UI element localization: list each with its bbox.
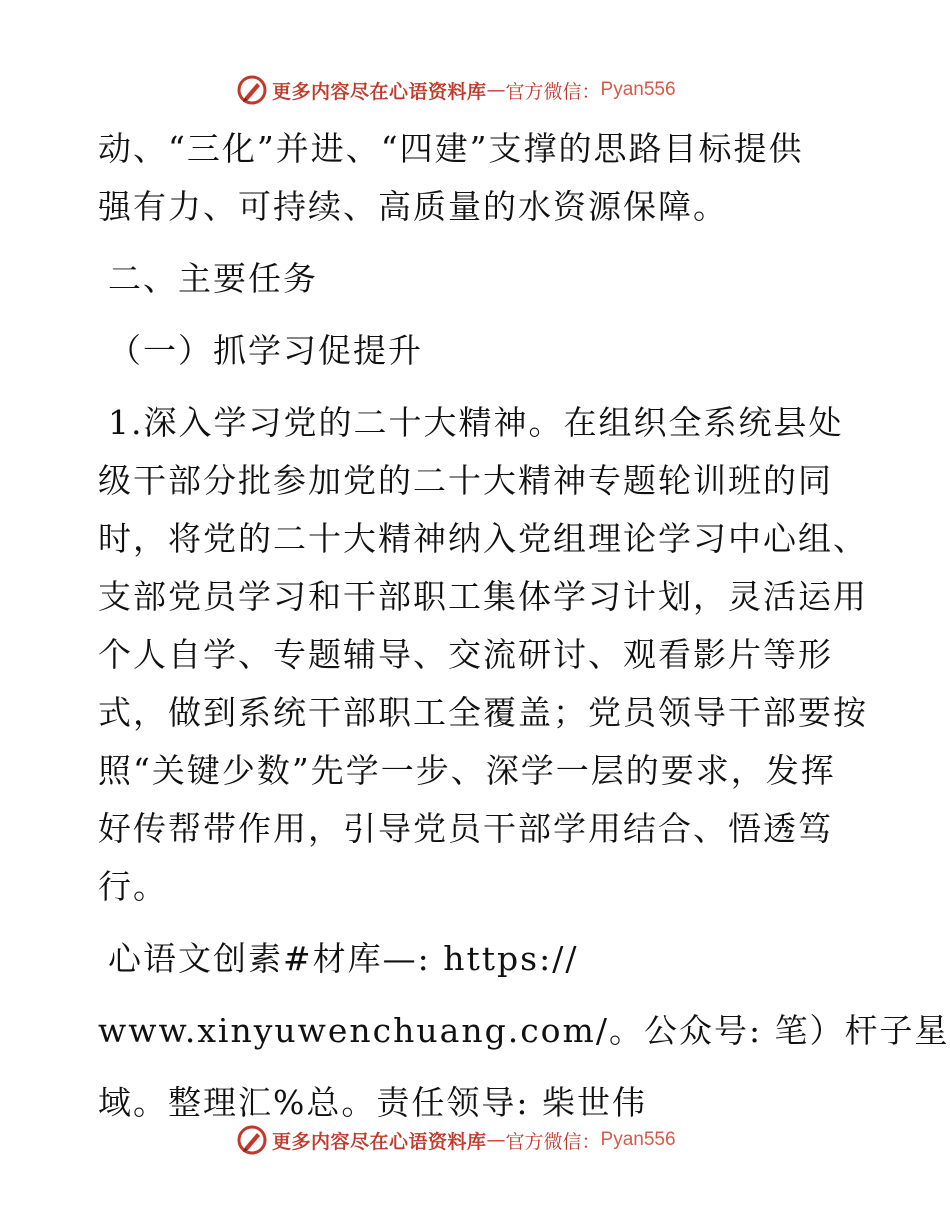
subsection-heading: （一）抓学习促提升: [108, 331, 423, 370]
banner-wechat-id: Pyan556: [600, 79, 676, 100]
text-line: 式，做到系统干部职工全覆盖；党员领导干部要按: [98, 693, 868, 732]
banner-main-text: 更多内容尽在心语资料库: [272, 80, 487, 103]
text-line: 动、“三化”并进、“四建”支撑的思路目标提供: [98, 129, 804, 168]
text-line: 强有力、可持续、高质量的水资源保障。: [98, 187, 728, 226]
note-line: 域。整理汇%总。责任领导: 柴世伟: [98, 1083, 647, 1122]
banner-dash: —: [486, 1129, 506, 1151]
section-heading: 二、主要任务: [108, 259, 318, 298]
text-line: 个人自学、专题辅导、交流研讨、观看影片等形: [98, 635, 833, 674]
text-line: 好传帮带作用，引导党员干部学用结合、悟透笃: [98, 809, 833, 848]
banner-wechat-label: 官方微信：: [505, 1130, 601, 1153]
note-line: www.xinyuwenchuang.com/。公众号: 笔）杆子星: [98, 1011, 950, 1050]
banner-main-text: 更多内容尽在心语资料库: [272, 1130, 487, 1153]
document-body: [98, 120, 950, 1132]
text-line: 支部党员学习和干部职工集体学习计划，灵活运用: [98, 577, 868, 616]
text-line: 时，将党的二十大精神纳入党组理论学习中心组、: [98, 519, 868, 558]
text-line: 1.深入学习党的二十大精神。在组织全系统县处: [108, 403, 844, 442]
banner-wechat-id: Pyan556: [600, 1129, 676, 1150]
footer-banner: [236, 1122, 676, 1158]
text-line: 行。: [98, 867, 168, 906]
note-line: 心语文创素#材库—: https://: [108, 939, 579, 978]
banner-wechat-label: 官方微信：: [505, 80, 601, 103]
pen-circle-logo-icon: [236, 74, 268, 106]
text-line: 级干部分批参加党的二十大精神专题轮训班的同: [98, 461, 833, 500]
pen-circle-logo-icon: [236, 1124, 268, 1156]
banner-dash: —: [486, 79, 506, 101]
header-banner: [236, 72, 676, 108]
text-line: 照“关键少数”先学一步、深学一层的要求，发挥: [98, 751, 836, 790]
